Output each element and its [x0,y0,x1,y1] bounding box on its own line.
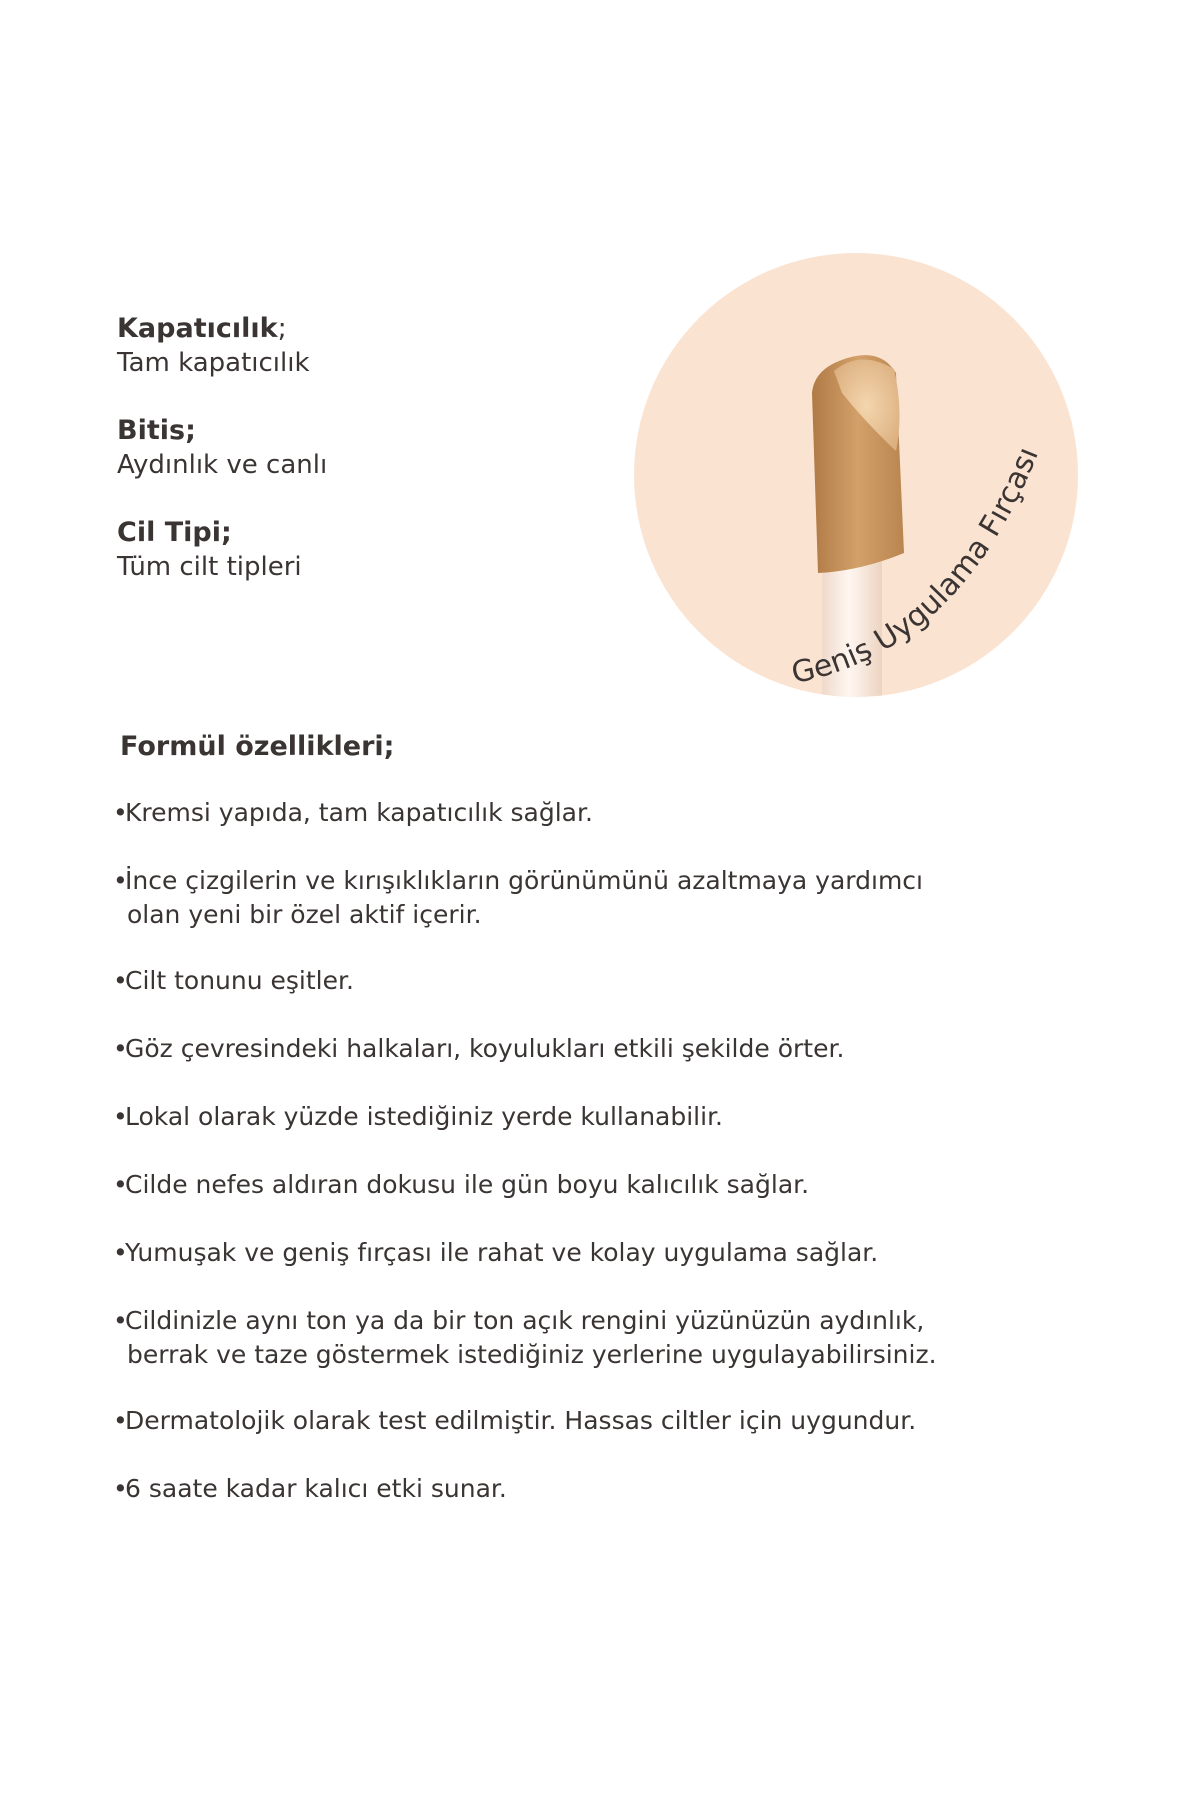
list-item: •Dermatolojik olarak test edilmiştir. Hassas ciltler için uygundur. [113,1406,917,1435]
spec-finish [117,414,327,482]
list-item: •Cilt tonunu eşitler. [113,966,354,995]
spec-skin-type [117,516,302,584]
list-item: •Lokal olarak yüzde istediğiniz yerde kullanabilir. [113,1102,723,1131]
spec-coverage [117,312,310,380]
applicator-image-circle [634,253,1078,697]
list-item: •6 saate kadar kalıcı etki sunar. [113,1474,507,1503]
spec-skin-type-title: Cil Tipi; [117,517,232,548]
formula-title: Formül özellikleri; [120,731,395,762]
list-item: •Kremsi yapıda, tam kapatıcılık sağlar. [113,798,593,827]
list-item: •İnce çizgilerin ve kırışıklıkların görünümünü azaltmaya yardımcı olan yeni bir özel aktif içerir. [113,866,923,929]
spec-coverage-title: Kapatıcılık; [117,313,287,344]
spec-skin-type-value: Tüm cilt tipleri [117,552,302,582]
applicator-illustration [634,253,1078,697]
spec-finish-title: Bitis; [117,415,196,446]
list-item: •Cildinizle aynı ton ya da bir ton açık rengini yüzünüzün aydınlık, berrak ve taze göstermek istediğiniz yerlerine uygulayabilirsiniz. [113,1306,937,1369]
spec-coverage-value: Tam kapatıcılık [117,348,310,378]
list-item: •Yumuşak ve geniş fırçası ile rahat ve kolay uygulama sağlar. [113,1238,879,1267]
list-item: •Göz çevresindeki halkaları, koyulukları etkili şekilde örter. [113,1034,845,1063]
spec-finish-value: Aydınlık ve canlı [117,450,328,480]
brush-label: Geniş Uygulama Fırçası [788,442,1046,692]
list-item: •Cilde nefes aldıran dokusu ile gün boyu kalıcılık sağlar. [113,1170,810,1199]
